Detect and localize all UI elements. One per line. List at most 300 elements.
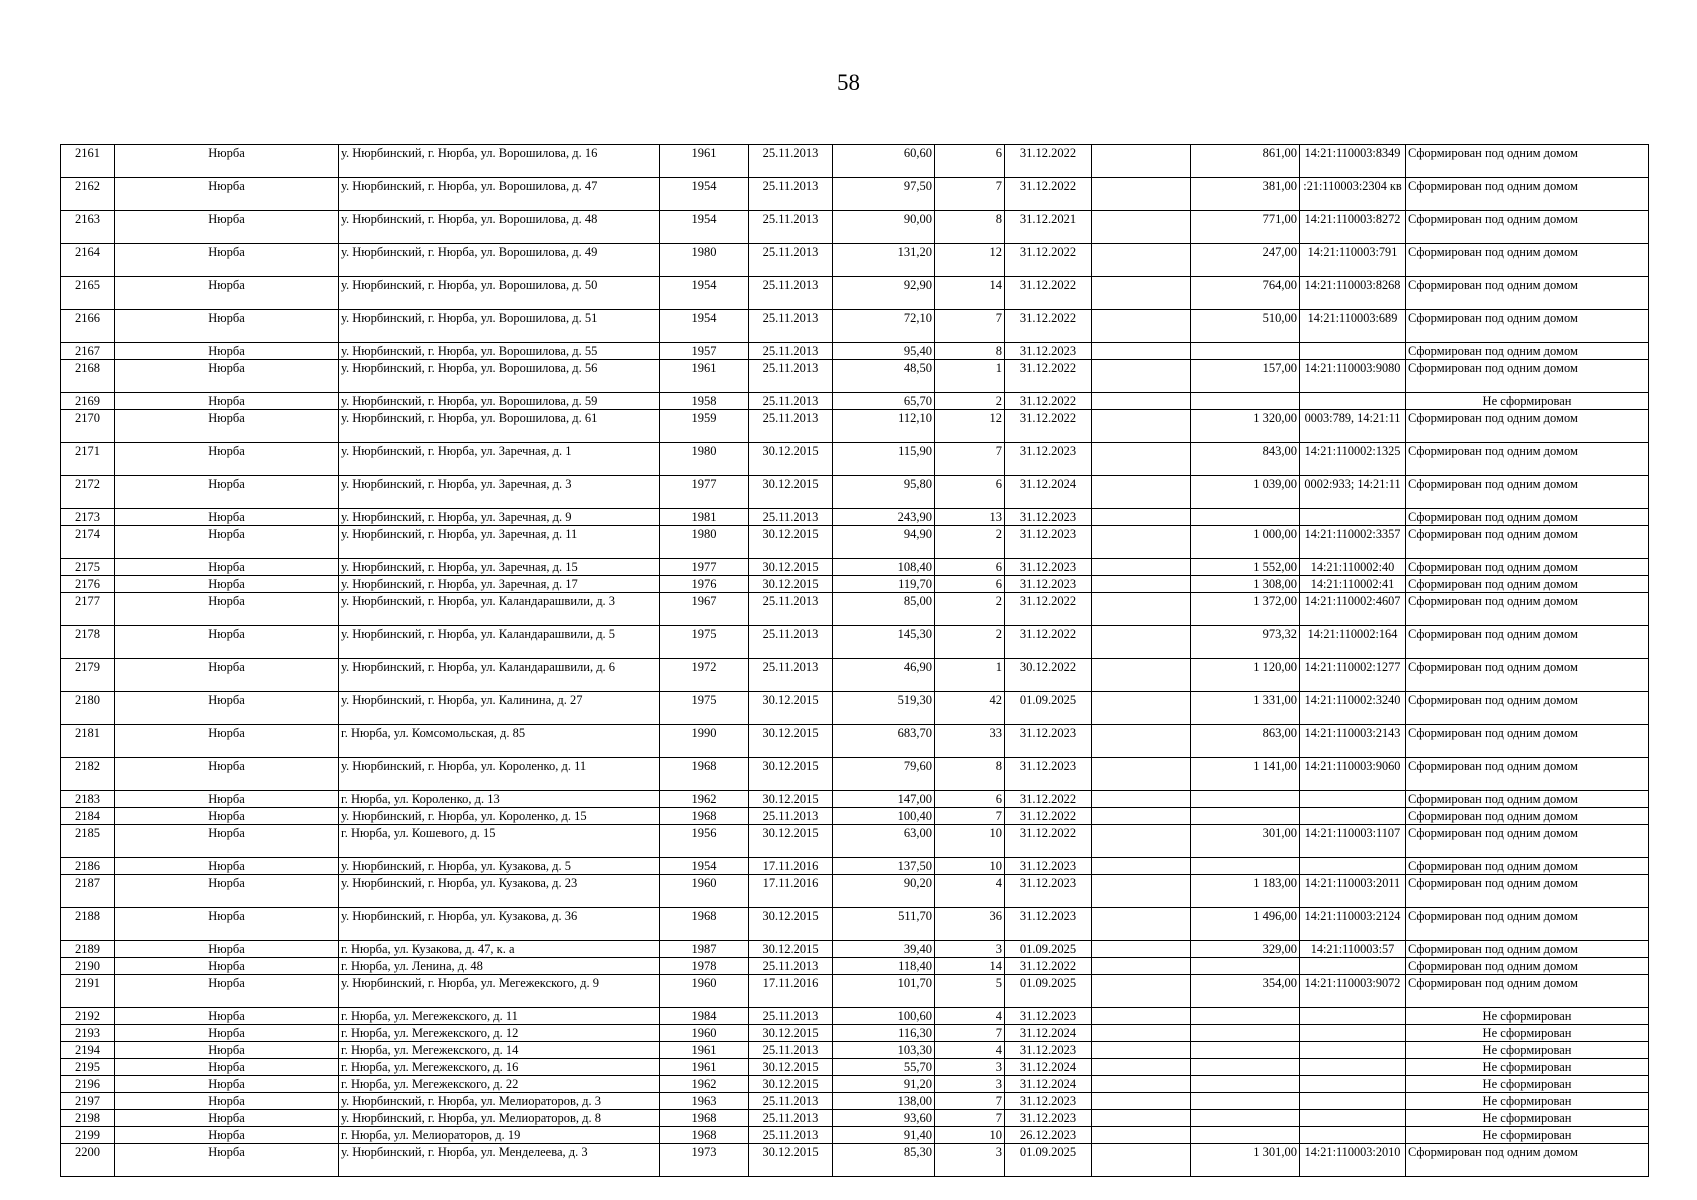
- deadline: 31.12.2023: [1005, 875, 1092, 908]
- row-number: 2194: [61, 1042, 115, 1059]
- deadline: 31.12.2022: [1005, 310, 1092, 343]
- address: у. Нюрбинский, г. Нюрба, ул. Ворошилова, д. 51: [339, 310, 660, 343]
- apartments-count: 8: [935, 758, 1005, 791]
- empty-cell: [1092, 443, 1191, 476]
- table-row: [61, 1076, 1649, 1093]
- land-area: 354,00: [1191, 975, 1300, 1008]
- area: 97,50: [833, 178, 935, 211]
- build-year: 1977: [660, 559, 749, 576]
- table-row: [61, 659, 1649, 692]
- build-year: 1956: [660, 825, 749, 858]
- area: 91,20: [833, 1076, 935, 1093]
- area: 243,90: [833, 509, 935, 526]
- apartments-count: 5: [935, 975, 1005, 1008]
- build-year: 1980: [660, 526, 749, 559]
- build-year: 1968: [660, 758, 749, 791]
- deadline: 31.12.2024: [1005, 476, 1092, 509]
- build-year: 1960: [660, 975, 749, 1008]
- address: г. Нюрба, ул. Мелиораторов, д. 19: [339, 1127, 660, 1144]
- inclusion-date: 25.11.2013: [749, 211, 833, 244]
- address: у. Нюрбинский, г. Нюрба, ул. Калинина, д. 27: [339, 692, 660, 725]
- area: 46,90: [833, 659, 935, 692]
- cadastral-number: [1300, 858, 1406, 875]
- land-area: [1191, 791, 1300, 808]
- deadline: 31.12.2022: [1005, 958, 1092, 975]
- land-area: 510,00: [1191, 310, 1300, 343]
- area: 138,00: [833, 1093, 935, 1110]
- cadastral-number: [1300, 1093, 1406, 1110]
- empty-cell: [1092, 244, 1191, 277]
- empty-cell: [1092, 875, 1191, 908]
- empty-cell: [1092, 410, 1191, 443]
- settlement: Нюрба: [115, 875, 339, 908]
- settlement: Нюрба: [115, 559, 339, 576]
- settlement: Нюрба: [115, 791, 339, 808]
- deadline: 31.12.2023: [1005, 858, 1092, 875]
- address: у. Нюрбинский, г. Нюрба, ул. Ворошилова, д. 56: [339, 360, 660, 393]
- area: 100,40: [833, 808, 935, 825]
- address: г. Нюрба, ул. Кошевого, д. 15: [339, 825, 660, 858]
- land-status: Сформирован под одним домом: [1406, 526, 1649, 559]
- row-number: 2169: [61, 393, 115, 410]
- land-area: 1 141,00: [1191, 758, 1300, 791]
- row-number: 2177: [61, 593, 115, 626]
- deadline: 31.12.2022: [1005, 393, 1092, 410]
- apartments-count: 3: [935, 1076, 1005, 1093]
- build-year: 1976: [660, 576, 749, 593]
- land-status: Сформирован под одним домом: [1406, 692, 1649, 725]
- table-row: [61, 244, 1649, 277]
- settlement: Нюрба: [115, 692, 339, 725]
- inclusion-date: 17.11.2016: [749, 875, 833, 908]
- land-area: 301,00: [1191, 825, 1300, 858]
- row-number: 2184: [61, 808, 115, 825]
- row-number: 2166: [61, 310, 115, 343]
- land-area: 1 320,00: [1191, 410, 1300, 443]
- settlement: Нюрба: [115, 908, 339, 941]
- inclusion-date: 30.12.2015: [749, 1059, 833, 1076]
- deadline: 31.12.2022: [1005, 791, 1092, 808]
- cadastral-number: [1300, 1076, 1406, 1093]
- row-number: 2164: [61, 244, 115, 277]
- empty-cell: [1092, 576, 1191, 593]
- inclusion-date: 30.12.2015: [749, 908, 833, 941]
- empty-cell: [1092, 1059, 1191, 1076]
- deadline: 31.12.2024: [1005, 1025, 1092, 1042]
- land-area: 973,32: [1191, 626, 1300, 659]
- build-year: 1968: [660, 908, 749, 941]
- settlement: Нюрба: [115, 1110, 339, 1127]
- apartments-count: 10: [935, 825, 1005, 858]
- land-status: Сформирован под одним домом: [1406, 808, 1649, 825]
- table-row: [61, 476, 1649, 509]
- deadline: 31.12.2023: [1005, 1110, 1092, 1127]
- land-area: 157,00: [1191, 360, 1300, 393]
- land-area: 764,00: [1191, 277, 1300, 310]
- empty-cell: [1092, 1076, 1191, 1093]
- address: у. Нюрбинский, г. Нюрба, ул. Короленко, д. 15: [339, 808, 660, 825]
- cadastral-number: 14:21:110002:3357: [1300, 526, 1406, 559]
- build-year: 1957: [660, 343, 749, 360]
- cadastral-number: [1300, 1127, 1406, 1144]
- settlement: Нюрба: [115, 526, 339, 559]
- land-status: Сформирован под одним домом: [1406, 211, 1649, 244]
- deadline: 01.09.2025: [1005, 692, 1092, 725]
- land-status: Сформирован под одним домом: [1406, 626, 1649, 659]
- land-area: 1 331,00: [1191, 692, 1300, 725]
- table-row: [61, 277, 1649, 310]
- address: у. Нюрбинский, г. Нюрба, ул. Менделеева, д. 3: [339, 1144, 660, 1177]
- deadline: 31.12.2024: [1005, 1076, 1092, 1093]
- area: 145,30: [833, 626, 935, 659]
- build-year: 1972: [660, 659, 749, 692]
- settlement: Нюрба: [115, 393, 339, 410]
- build-year: 1962: [660, 791, 749, 808]
- address: у. Нюрбинский, г. Нюрба, ул. Заречная, д. 3: [339, 476, 660, 509]
- inclusion-date: 30.12.2015: [749, 825, 833, 858]
- table-row: [61, 178, 1649, 211]
- table-row: [61, 526, 1649, 559]
- empty-cell: [1092, 958, 1191, 975]
- area: 116,30: [833, 1025, 935, 1042]
- land-area: 1 308,00: [1191, 576, 1300, 593]
- build-year: 1961: [660, 360, 749, 393]
- deadline: 31.12.2023: [1005, 1042, 1092, 1059]
- build-year: 1963: [660, 1093, 749, 1110]
- row-number: 2162: [61, 178, 115, 211]
- build-year: 1961: [660, 1042, 749, 1059]
- empty-cell: [1092, 526, 1191, 559]
- land-area: [1191, 1059, 1300, 1076]
- deadline: 31.12.2023: [1005, 725, 1092, 758]
- apartments-count: 7: [935, 808, 1005, 825]
- address: г. Нюрба, ул. Мегежекского, д. 14: [339, 1042, 660, 1059]
- land-status: Сформирован под одним домом: [1406, 178, 1649, 211]
- cadastral-number: 14:21:110003:8349: [1300, 145, 1406, 178]
- inclusion-date: 30.12.2015: [749, 791, 833, 808]
- empty-cell: [1092, 825, 1191, 858]
- land-area: 1 000,00: [1191, 526, 1300, 559]
- table-body: [61, 145, 1649, 1177]
- cadastral-number: 14:21:110003:791: [1300, 244, 1406, 277]
- area: 101,70: [833, 975, 935, 1008]
- settlement: Нюрба: [115, 958, 339, 975]
- empty-cell: [1092, 758, 1191, 791]
- apartments-count: 6: [935, 559, 1005, 576]
- table-row: [61, 576, 1649, 593]
- deadline: 31.12.2023: [1005, 526, 1092, 559]
- inclusion-date: 25.11.2013: [749, 1110, 833, 1127]
- inclusion-date: 30.12.2015: [749, 1144, 833, 1177]
- settlement: Нюрба: [115, 476, 339, 509]
- empty-cell: [1092, 277, 1191, 310]
- apartments-count: 2: [935, 593, 1005, 626]
- empty-cell: [1092, 692, 1191, 725]
- inclusion-date: 25.11.2013: [749, 1127, 833, 1144]
- area: 95,40: [833, 343, 935, 360]
- deadline: 31.12.2022: [1005, 178, 1092, 211]
- area: 118,40: [833, 958, 935, 975]
- inclusion-date: 25.11.2013: [749, 509, 833, 526]
- deadline: 31.12.2023: [1005, 1008, 1092, 1025]
- address: у. Нюрбинский, г. Нюрба, ул. Мелиораторов, д. 3: [339, 1093, 660, 1110]
- empty-cell: [1092, 310, 1191, 343]
- land-status: Сформирован под одним домом: [1406, 958, 1649, 975]
- address: у. Нюрбинский, г. Нюрба, ул. Короленко, д. 11: [339, 758, 660, 791]
- cadastral-number: 14:21:110003:9060: [1300, 758, 1406, 791]
- land-status: Сформирован под одним домом: [1406, 875, 1649, 908]
- address: у. Нюрбинский, г. Нюрба, ул. Заречная, д. 1: [339, 443, 660, 476]
- area: 55,70: [833, 1059, 935, 1076]
- row-number: 2172: [61, 476, 115, 509]
- address: у. Нюрбинский, г. Нюрба, ул. Ворошилова, д. 47: [339, 178, 660, 211]
- table-row: [61, 1059, 1649, 1076]
- inclusion-date: 25.11.2013: [749, 343, 833, 360]
- empty-cell: [1092, 476, 1191, 509]
- land-area: 1 552,00: [1191, 559, 1300, 576]
- address: г. Нюрба, ул. Ленина, д. 48: [339, 958, 660, 975]
- inclusion-date: 25.11.2013: [749, 145, 833, 178]
- deadline: 30.12.2022: [1005, 659, 1092, 692]
- land-status: Сформирован под одним домом: [1406, 476, 1649, 509]
- land-area: 861,00: [1191, 145, 1300, 178]
- inclusion-date: 25.11.2013: [749, 360, 833, 393]
- land-status: Сформирован под одним домом: [1406, 908, 1649, 941]
- apartments-count: 7: [935, 443, 1005, 476]
- settlement: Нюрба: [115, 1076, 339, 1093]
- land-status: Сформирован под одним домом: [1406, 145, 1649, 178]
- settlement: Нюрба: [115, 975, 339, 1008]
- settlement: Нюрба: [115, 509, 339, 526]
- inclusion-date: 30.12.2015: [749, 476, 833, 509]
- empty-cell: [1092, 659, 1191, 692]
- build-year: 1984: [660, 1008, 749, 1025]
- row-number: 2185: [61, 825, 115, 858]
- build-year: 1961: [660, 1059, 749, 1076]
- row-number: 2196: [61, 1076, 115, 1093]
- apartments-count: 8: [935, 211, 1005, 244]
- address: у. Нюрбинский, г. Нюрба, ул. Ворошилова, д. 50: [339, 277, 660, 310]
- address: у. Нюрбинский, г. Нюрба, ул. Каландарашвили, д. 5: [339, 626, 660, 659]
- settlement: Нюрба: [115, 758, 339, 791]
- housing-registry-table: [60, 144, 1649, 1177]
- land-status: Сформирован под одним домом: [1406, 659, 1649, 692]
- empty-cell: [1092, 908, 1191, 941]
- row-number: 2179: [61, 659, 115, 692]
- land-area: 771,00: [1191, 211, 1300, 244]
- cadastral-number: 14:21:110003:2124: [1300, 908, 1406, 941]
- land-status: Сформирован под одним домом: [1406, 758, 1649, 791]
- deadline: 31.12.2022: [1005, 626, 1092, 659]
- apartments-count: 2: [935, 393, 1005, 410]
- apartments-count: 14: [935, 958, 1005, 975]
- build-year: 1990: [660, 725, 749, 758]
- area: 90,20: [833, 875, 935, 908]
- settlement: Нюрба: [115, 858, 339, 875]
- land-area: [1191, 1093, 1300, 1110]
- apartments-count: 36: [935, 908, 1005, 941]
- address: у. Нюрбинский, г. Нюрба, ул. Заречная, д. 11: [339, 526, 660, 559]
- apartments-count: 33: [935, 725, 1005, 758]
- land-status: Сформирован под одним домом: [1406, 559, 1649, 576]
- inclusion-date: 30.12.2015: [749, 443, 833, 476]
- table-row: [61, 1008, 1649, 1025]
- empty-cell: [1092, 626, 1191, 659]
- settlement: Нюрба: [115, 941, 339, 958]
- table-row: [61, 692, 1649, 725]
- empty-cell: [1092, 343, 1191, 360]
- deadline: 01.09.2025: [1005, 975, 1092, 1008]
- land-area: [1191, 858, 1300, 875]
- apartments-count: 2: [935, 526, 1005, 559]
- land-status: Сформирован под одним домом: [1406, 791, 1649, 808]
- build-year: 1967: [660, 593, 749, 626]
- settlement: Нюрба: [115, 808, 339, 825]
- table-row: [61, 808, 1649, 825]
- land-status: Сформирован под одним домом: [1406, 725, 1649, 758]
- deadline: 31.12.2023: [1005, 343, 1092, 360]
- empty-cell: [1092, 1025, 1191, 1042]
- table-row: [61, 908, 1649, 941]
- apartments-count: 10: [935, 1127, 1005, 1144]
- row-number: 2176: [61, 576, 115, 593]
- table-row: [61, 1025, 1649, 1042]
- address: г. Нюрба, ул. Мегежекского, д. 16: [339, 1059, 660, 1076]
- inclusion-date: 30.12.2015: [749, 1076, 833, 1093]
- area: 92,90: [833, 277, 935, 310]
- cadastral-number: [1300, 1059, 1406, 1076]
- table-row: [61, 875, 1649, 908]
- apartments-count: 7: [935, 1025, 1005, 1042]
- address: у. Нюрбинский, г. Нюрба, ул. Ворошилова, д. 61: [339, 410, 660, 443]
- empty-cell: [1092, 360, 1191, 393]
- address: г. Нюрба, ул. Комсомольская, д. 85: [339, 725, 660, 758]
- inclusion-date: 30.12.2015: [749, 692, 833, 725]
- cadastral-number: [1300, 1110, 1406, 1127]
- inclusion-date: 25.11.2013: [749, 1008, 833, 1025]
- inclusion-date: 25.11.2013: [749, 958, 833, 975]
- apartments-count: 14: [935, 277, 1005, 310]
- build-year: 1987: [660, 941, 749, 958]
- row-number: 2182: [61, 758, 115, 791]
- apartments-count: 8: [935, 343, 1005, 360]
- cadastral-number: 14:21:110002:1325: [1300, 443, 1406, 476]
- deadline: 31.12.2022: [1005, 360, 1092, 393]
- land-status: Не сформирован: [1406, 393, 1649, 410]
- table-row: [61, 443, 1649, 476]
- row-number: 2163: [61, 211, 115, 244]
- address: у. Нюрбинский, г. Нюрба, ул. Ворошилова, д. 49: [339, 244, 660, 277]
- cadastral-number: 0003:789, 14:21:11: [1300, 410, 1406, 443]
- row-number: 2180: [61, 692, 115, 725]
- row-number: 2195: [61, 1059, 115, 1076]
- apartments-count: 3: [935, 1144, 1005, 1177]
- land-area: [1191, 1110, 1300, 1127]
- build-year: 1980: [660, 443, 749, 476]
- land-status: Сформирован под одним домом: [1406, 343, 1649, 360]
- table-row: [61, 310, 1649, 343]
- empty-cell: [1092, 975, 1191, 1008]
- table-row: [61, 725, 1649, 758]
- table-row: [61, 410, 1649, 443]
- inclusion-date: 25.11.2013: [749, 626, 833, 659]
- land-area: 329,00: [1191, 941, 1300, 958]
- land-status: Не сформирован: [1406, 1127, 1649, 1144]
- settlement: Нюрба: [115, 659, 339, 692]
- address: у. Нюрбинский, г. Нюрба, ул. Ворошилова, д. 48: [339, 211, 660, 244]
- row-number: 2168: [61, 360, 115, 393]
- empty-cell: [1092, 858, 1191, 875]
- empty-cell: [1092, 1144, 1191, 1177]
- land-area: [1191, 1008, 1300, 1025]
- cadastral-number: 14:21:110003:9080: [1300, 360, 1406, 393]
- inclusion-date: 30.12.2015: [749, 559, 833, 576]
- settlement: Нюрба: [115, 1042, 339, 1059]
- deadline: 31.12.2022: [1005, 410, 1092, 443]
- row-number: 2171: [61, 443, 115, 476]
- inclusion-date: 25.11.2013: [749, 393, 833, 410]
- apartments-count: 4: [935, 1008, 1005, 1025]
- land-area: [1191, 1076, 1300, 1093]
- row-number: 2167: [61, 343, 115, 360]
- address: у. Нюрбинский, г. Нюрба, ул. Заречная, д. 15: [339, 559, 660, 576]
- area: 95,80: [833, 476, 935, 509]
- deadline: 01.09.2025: [1005, 941, 1092, 958]
- build-year: 1978: [660, 958, 749, 975]
- land-status: Не сформирован: [1406, 1110, 1649, 1127]
- apartments-count: 12: [935, 410, 1005, 443]
- row-number: 2197: [61, 1093, 115, 1110]
- cadastral-number: 14:21:110002:4607: [1300, 593, 1406, 626]
- address: у. Нюрбинский, г. Нюрба, ул. Ворошилова, д. 59: [339, 393, 660, 410]
- build-year: 1973: [660, 1144, 749, 1177]
- cadastral-number: 0002:933; 14:21:11: [1300, 476, 1406, 509]
- area: 85,30: [833, 1144, 935, 1177]
- row-number: 2175: [61, 559, 115, 576]
- settlement: Нюрба: [115, 1093, 339, 1110]
- apartments-count: 1: [935, 360, 1005, 393]
- area: 108,40: [833, 559, 935, 576]
- land-area: [1191, 1127, 1300, 1144]
- cadastral-number: 14:21:110003:57: [1300, 941, 1406, 958]
- land-status: Сформирован под одним домом: [1406, 310, 1649, 343]
- settlement: Нюрба: [115, 593, 339, 626]
- table-row: [61, 393, 1649, 410]
- apartments-count: 42: [935, 692, 1005, 725]
- inclusion-date: 25.11.2013: [749, 178, 833, 211]
- land-status: Не сформирован: [1406, 1008, 1649, 1025]
- area: 48,50: [833, 360, 935, 393]
- row-number: 2191: [61, 975, 115, 1008]
- apartments-count: 3: [935, 1059, 1005, 1076]
- settlement: Нюрба: [115, 277, 339, 310]
- cadastral-number: [1300, 808, 1406, 825]
- build-year: 1981: [660, 509, 749, 526]
- empty-cell: [1092, 593, 1191, 626]
- area: 115,90: [833, 443, 935, 476]
- area: 119,70: [833, 576, 935, 593]
- area: 511,70: [833, 908, 935, 941]
- empty-cell: [1092, 145, 1191, 178]
- cadastral-number: 14:21:110003:689: [1300, 310, 1406, 343]
- table-row: [61, 758, 1649, 791]
- settlement: Нюрба: [115, 343, 339, 360]
- apartments-count: 7: [935, 1093, 1005, 1110]
- table-row: [61, 1093, 1649, 1110]
- row-number: 2165: [61, 277, 115, 310]
- land-area: 1 120,00: [1191, 659, 1300, 692]
- land-status: Не сформирован: [1406, 1042, 1649, 1059]
